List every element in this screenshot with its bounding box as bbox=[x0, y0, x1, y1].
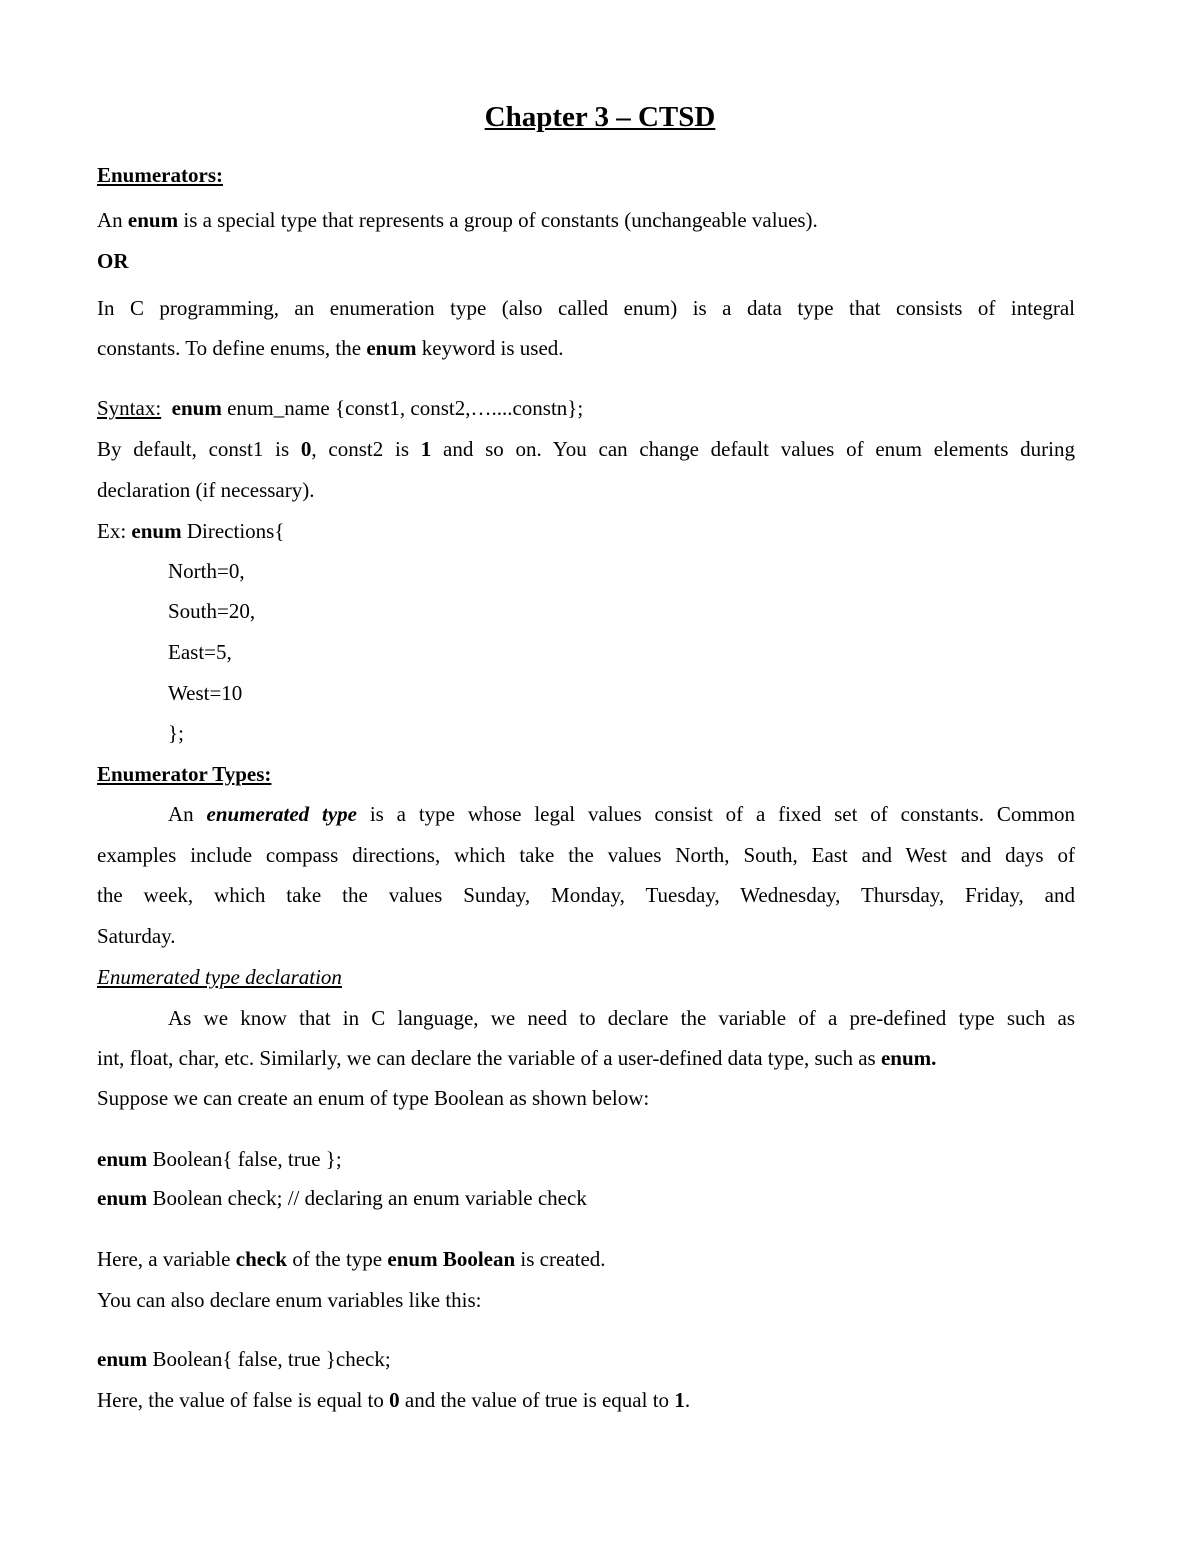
definition-1: An enum is a special type that represents a group of constants (unchangeable values). bbox=[97, 208, 818, 232]
code-line-2: enum Boolean check; // declaring an enum variable check bbox=[97, 1186, 587, 1210]
decl-para-line-1: As we know that in C language, we need to declare the variable of a pre-defined type such as bbox=[168, 1006, 1075, 1030]
heading-enumerators: Enumerators: bbox=[97, 163, 223, 187]
here-line-1: Here, a variable check of the type enum Boolean is created. bbox=[97, 1247, 606, 1271]
example-line: Ex: enum Directions{ bbox=[97, 519, 285, 543]
here-line-2: Here, the value of false is equal to 0 and the value of true is equal to 1. bbox=[97, 1388, 691, 1412]
example-item: East=5, bbox=[168, 640, 232, 664]
example-item: West=10 bbox=[168, 681, 243, 705]
types-para-line-4: Saturday. bbox=[97, 924, 176, 948]
syntax-line: Syntax: enum enum_name {const1, const2,…....constn}; bbox=[97, 396, 584, 420]
definition-2-line-1: In C programming, an enumeration type (also called enum) is a data type that consists of integral bbox=[97, 296, 1075, 320]
default-values-line-1: By default, const1 is 0, const2 is 1 and so on. You can change default values of enum elements during bbox=[97, 437, 1075, 461]
also-line: You can also declare enum variables like this: bbox=[97, 1288, 482, 1312]
types-para-line-3: the week, which take the values Sunday, Monday, Tuesday, Wednesday, Thursday, Friday, and bbox=[97, 883, 1075, 907]
example-item: }; bbox=[168, 721, 184, 745]
syntax-label: Syntax: bbox=[97, 396, 162, 420]
example-item: North=0, bbox=[168, 559, 245, 583]
or-label: OR bbox=[97, 249, 129, 273]
page-title: Chapter 3 – CTSD bbox=[484, 101, 716, 133]
subheading-declaration: Enumerated type declaration bbox=[97, 965, 342, 989]
definition-2-line-2: constants. To define enums, the enum keyword is used. bbox=[97, 336, 564, 360]
types-para-line-1: An enumerated type is a type whose legal values consist of a fixed set of constants. Common bbox=[168, 802, 1076, 826]
default-values-line-2: declaration (if necessary). bbox=[97, 478, 315, 502]
decl-para-line-2: int, float, char, etc. Similarly, we can declare the variable of a user-defined data type, such as enum. bbox=[97, 1046, 937, 1070]
code-line-1: enum Boolean{ false, true }; bbox=[97, 1147, 342, 1171]
decl-para-line-3: Suppose we can create an enum of type Boolean as shown below: bbox=[97, 1086, 650, 1110]
example-item: South=20, bbox=[168, 599, 256, 623]
heading-enumerator-types: Enumerator Types: bbox=[97, 762, 272, 786]
code-line-3: enum Boolean{ false, true }check; bbox=[97, 1347, 391, 1371]
types-para-line-2: examples include compass directions, which take the values North, South, East and West and days of bbox=[97, 843, 1075, 867]
